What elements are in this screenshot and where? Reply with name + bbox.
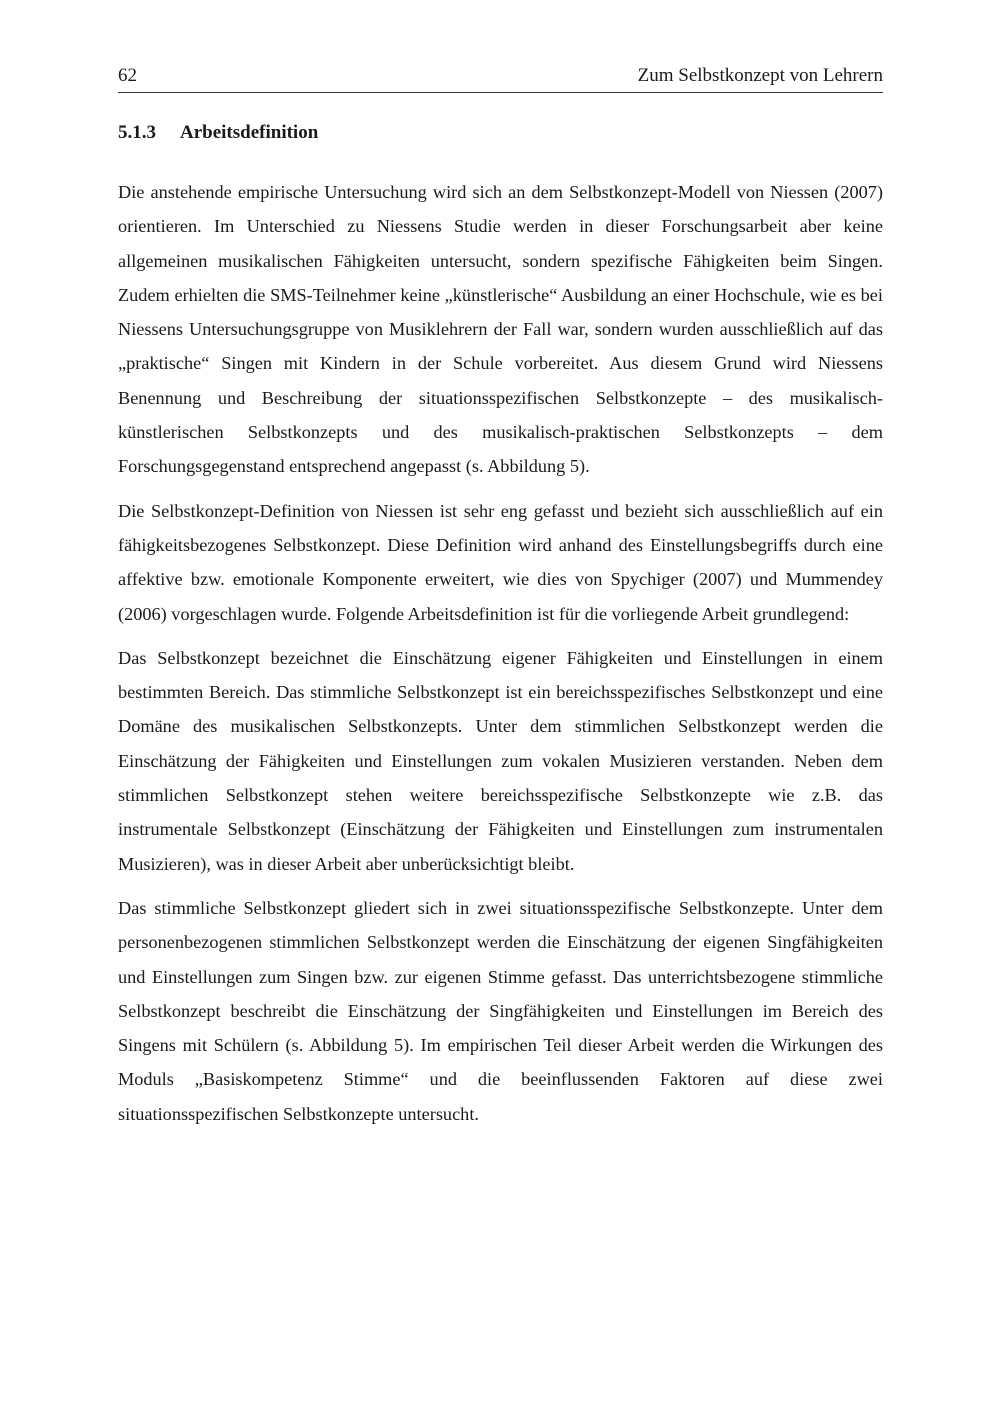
section-heading [118,119,883,147]
running-title: Zum Selbstkonzept von Lehrern [637,65,883,86]
paragraph: Die Selbstkonzept-Definition von Niessen ist sehr eng gefasst und bezieht sich ausschließlich auf ein fähigkeitsbezogenes Selbstkonzept. Diese Definition wird anhand des Einstellungsbegriffs durch eine affektive bzw. emotionale Komponente erweitert, wie dies von Spychiger (2007) und Mummendey (2006) vorgeschlagen wurde. Folgende Arbeitsdefinition ist für die vorliegende Arbeit grundlegend: [118,500,883,624]
paragraph: Das stimmliche Selbstkonzept gliedert sich in zwei situationsspezifische Selbstkonzepte. Unter dem personenbezogenen stimmlichen Selbstkonzept werden die Einschätzung der eigenen Singfähigkeiten und Einstellungen zum Singen bzw. zur eigenen Stimme gefasst. Das unterrichtsbezogene stimmliche Selbstkonzept beschreibt die Einschätzung der Singfähigkeiten und Einstellungen im Bereich des Singens mit Schülern (s. Abbildung 5). Im empirischen Teil dieser Arbeit werden die Wirkungen des Moduls „Basiskompetenz Stimme“ und die beeinflussenden Faktoren auf diese zwei situationsspezifischen Selbstkonzepte untersucht. [118,897,883,1124]
section-number: 5.1.3 [118,122,156,143]
body-text [118,175,883,1131]
running-header [118,62,883,93]
page-number: 62 [118,65,137,86]
document-page [118,62,883,1141]
paragraph: Das Selbstkonzept bezeichnet die Einschätzung eigener Fähigkeiten und Einstellungen in einem bestimmten Bereich. Das stimmliche Selbstkonzept ist ein bereichsspezifisches Selbstkonzept und eine Domäne des musikalischen Selbstkonzepts. Unter dem stimmlichen Selbstkonzept werden die Einschätzung der Fähigkeiten und Einstellungen zum vokalen Musizieren verstanden. Neben dem stimmlichen Selbstkonzept stehen weitere bereichsspezifische Selbstkonzepte wie z.B. das instrumentale Selbstkonzept (Einschätzung der Fähigkeiten und Einstellungen zum instrumentalen Musizieren), was in dieser Arbeit aber unberücksichtigt bleibt. [118,647,883,874]
paragraph: Die anstehende empirische Untersuchung wird sich an dem Selbstkonzept-Modell von Niessen (2007) orientieren. Im Unterschied zu Niessens Studie werden in dieser Forschungsarbeit aber keine allgemeinen musikalischen Fähigkeiten untersucht, sondern spezifische Fähigkeiten beim Singen. Zudem erhielten die SMS-Teilnehmer keine „künstlerische“ Ausbildung an einer Hochschule, wie es bei Niessens Untersuchungsgruppe von Musiklehrern der Fall war, sondern wurden ausschließlich auf das „praktische“ Singen mit Kindern in der Schule vorbereitet. Aus diesem Grund wird Niessens Benennung und Beschreibung der situationsspezifischen Selbstkonzepte – des musikalisch-künstlerischen Selbstkonzepts und des musikalisch-praktischen Selbstkonzepts – dem Forschungsgegenstand entsprechend angepasst (s. Abbildung 5). [118,182,883,477]
section-title: Arbeitsdefinition [180,122,319,143]
